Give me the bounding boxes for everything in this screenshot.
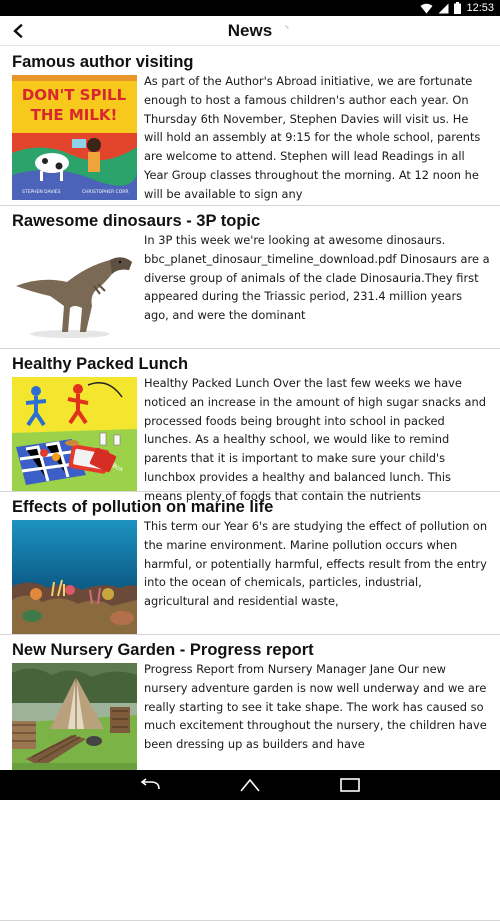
signal-icon [438,3,449,14]
page-title: News [227,21,273,40]
news-list [0,47,500,770]
news-item-title: Famous author visiting [12,53,194,71]
news-item-title: Effects of pollution on marine life [12,498,274,516]
news-thumbnail-garden [12,663,137,777]
news-item-summary: Progress Report from Nursery Manager Jane Our new nursery adventure garden is now well underway and we are really starting to see it take shape. The work has caused so much excitement throughout the nursery, the children have been dressing up as builders and have [144,662,487,752]
news-thumbnail-dinosaur [12,234,137,348]
back-arrow-icon [139,779,161,791]
news-item-packed-lunch[interactable] [0,349,500,503]
action-bar [0,16,500,46]
nav-recent-apps-button[interactable] [330,774,370,796]
news-item-title: New Nursery Garden - Progress report [12,641,314,659]
news-item-title: Healthy Packed Lunch [12,355,189,373]
news-item-summary: This term our Year 6's are studying the effect of pollution on the marine environment. Marine pollution occurs when harmful, or potentially harmful, effects result from the entry into the ocean of chemicals, particles, industrial, agricultural and residential waste, [144,519,488,609]
news-item-nursery-garden[interactable] [0,635,500,778]
nav-home-button[interactable] [230,774,270,796]
news-item-title: Rawesome dinosaurs - 3P topic [12,212,261,230]
status-time: 12:53 [466,2,494,14]
status-icons [420,1,494,15]
news-thumbnail-lunch [12,377,137,491]
news-item-summary: Healthy Packed Lunch Over the last few weeks we have noticed an increase in the amount of high sugar snacks and processed foods being brought into school in packed lunches. As a healthy school, we would like to remind parents that it is important to make sure your child's lunchbox provides a healthy and balanced lunch. This means plenty of foods that contain the nutrients [144,376,486,503]
system-navigation-bar [0,770,500,800]
status-bar [0,0,500,16]
book-cover-title-line2: THE MILK! [30,106,118,124]
recent-apps-icon [340,778,360,792]
battery-icon [454,2,461,14]
news-item-summary: In 3P this week we're looking at awesome dinosaurs. bbc_planet_dinosaur_timeline_download.pdf Dinosaurs are a diverse group of animals of the clade Dinosauria.They first appeared during the Triassic period, 231.4 million years ago, and were the dominant [144,233,490,323]
news-thumbnail-book-cover [12,75,137,200]
lunch-box-label: Box [111,462,125,474]
home-icon [239,778,261,792]
loading-spinner-icon [281,25,289,33]
news-thumbnail-coral-reef [12,520,137,634]
news-item-marine-pollution[interactable] [0,492,500,635]
news-item-famous-author[interactable] [0,47,500,206]
nav-back-button[interactable] [130,774,170,796]
book-cover-title-line1: DON'T SPILL [21,86,127,104]
book-cover-credits-left: STEPHEN DAVIES [22,190,61,195]
news-item-summary: As part of the Author's Abroad initiative, we are fortunate enough to host a famous children's author each year. On Thursday 6th November, Stephen Davies will visit us. He will hold an assembly at 9:15 for the whole school, parents are welcome to attend. Stephen will lead Readings in all Year Group classes throughout the morning. At 12 noon he will be available to sign any [144,74,481,201]
news-item-dinosaurs[interactable] [0,206,500,349]
book-cover-credits-right: CHRISTOPHER CORR [82,190,129,195]
wifi-icon [420,3,433,14]
